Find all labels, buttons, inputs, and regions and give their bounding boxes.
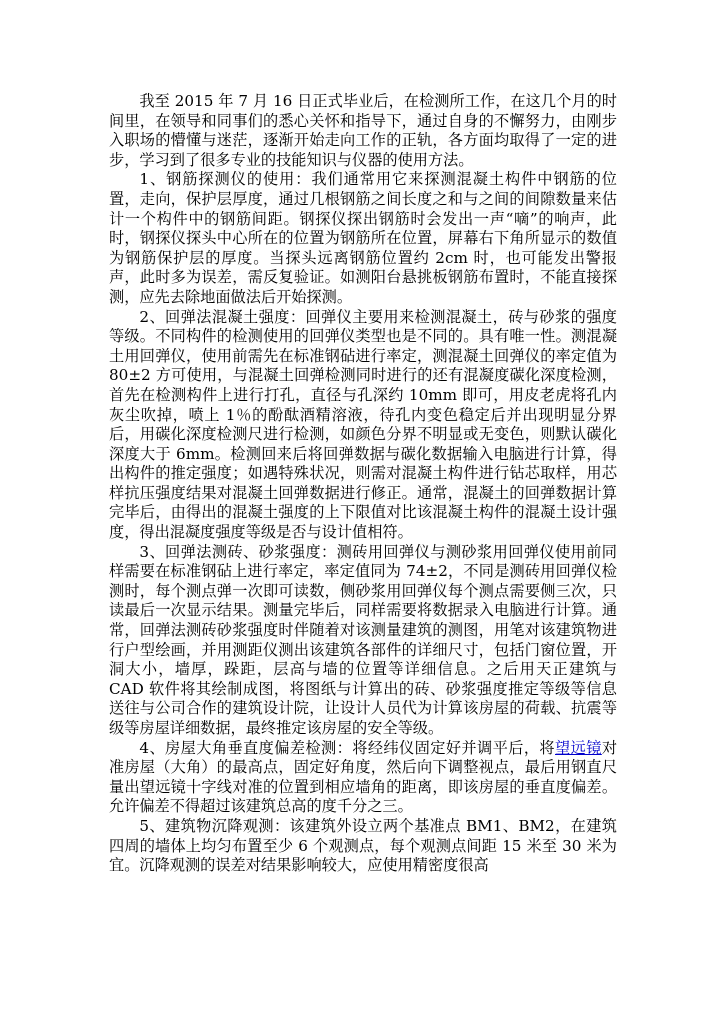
paragraph-settlement: 5、建筑物沉降观测：该建筑外设立两个基准点 BM1、BM2，在建筑四周的墙体上均匀布置至少 6 个观测点，每个观测点间距 15 米至 30 米为宜。沉降观测的误差对结果影响较大，应使用精密度很高: [109, 816, 617, 875]
telescope-link[interactable]: 望远镜: [555, 738, 602, 757]
paragraph-rebound-brick-mortar: 3、回弹法测砖、砂浆强度：测砖用回弹仪与测砂浆用回弹仪使用前同样需要在标准钢砧上进行率定，率定值同为 74±2，不同是测砖用回弹仪检测时，每个测点弹一次即可读数，侧砂浆用回弹仪每个测点需要侧三次，只读最后一次显示结果。测量完毕后，同样需要将数据录入电脑进行计算。通常，回弹法测砖砂浆强度时伴随着对该测量建筑的测图，用笔对该建筑物进行户型绘画，并用测距仪测出该建筑各部件的详细尺寸，包括门窗位置，开洞大小，墙厚，跺距，层高与墙的位置等详细信息。之后用天正建筑与 CAD 软件将其绘制成图，将图纸与计算出的砖、砂浆强度推定等级等信息送往与公司合作的建筑设计院，让设计人员代为计算该房屋的荷载、抗震等级等房屋详细数据，最终推定该房屋的安全等级。: [109, 542, 617, 737]
paragraph-intro: 我至 2015 年 7 月 16 日正式毕业后，在检测所工作，在这几个月的时间里，在领导和同事们的悉心关怀和指导下，通过自身的不懈努力，由刚步入职场的懵懂与迷茫，逐渐开始走向工作的正轨，各方面均取得了一定的进步，学习到了很多专业的技能知识与仪器的使用方法。: [109, 92, 617, 169]
paragraph-verticality-text-before: 4、房屋大角垂直度偏差检测：将经纬仪固定好并调平后，将: [139, 738, 556, 757]
paragraph-rebar-detector: 1、钢筋探测仪的使用：我们通常用它来探测混凝土构件中钢筋的位置，走向，保护层厚度，通过几根钢筋之间长度之和与之间的间隙数量来估计一个构件中的钢筋间距。钢探仪探出钢筋时会发出一声“嘀”的响声，此时，钢探仪探头中心所在的位置为钢筋所在位置，屏幕右下角所显示的数值为钢筋保护层的厚度。当探头远离钢筋位置约 2cm 时，也可能发出警报声，此时多为误差，需反复验证。如测阳台悬挑板钢筋布置时，不能直接探测，应先去除地面做法后开始探测。: [109, 170, 617, 306]
document-body: [109, 92, 617, 876]
paragraph-verticality-text-after: 对准房屋（大角）的最高点，固定好角度，然后向下调整视点，最后用钢直尺量出望远镜十字线对准的位置到相应墙角的距离，即该房屋的垂直度偏差。允许偏差不得超过该建筑总高的度千分之三。: [109, 738, 617, 816]
paragraph-rebound-concrete: 2、回弹法混凝土强度：回弹仪主要用来检测混凝土，砖与砂浆的强度等级。不同构件的检测使用的回弹仪类型也是不同的。具有唯一性。测混凝土用回弹仪，使用前需先在标准钢砧进行率定，测混凝土回弹仪的率定值为 80±2 方可使用，与混凝土回弹检测同时进行的还有混凝度碳化深度检测，首先在检测构件上进行打孔，直径与孔深约 10mm 即可，用皮老虎将孔内灰尘吹掉，喷上 1％的酚酞酒精溶液，待孔内变色稳定后并出现明显分界后，用碳化深度检测尺进行检测，如颜色分界不明显或无变色，则默认碳化深度大于 6mm。检测回来后将回弹数据与碳化数据输入电脑进行计算，得出构件的推定强度；如遇特殊状况，则需对混凝土构件进行钻芯取样，用芯样抗压强度结果对混凝土回弹数据进行修正。通常，混凝土的回弹数据计算完毕后，由得出的混凝土强度的上下限值对比该混凝土构件的混凝土设计强度，得出混凝度强度等级是否与设计值相符。: [109, 307, 617, 542]
paragraph-verticality: [109, 739, 617, 817]
